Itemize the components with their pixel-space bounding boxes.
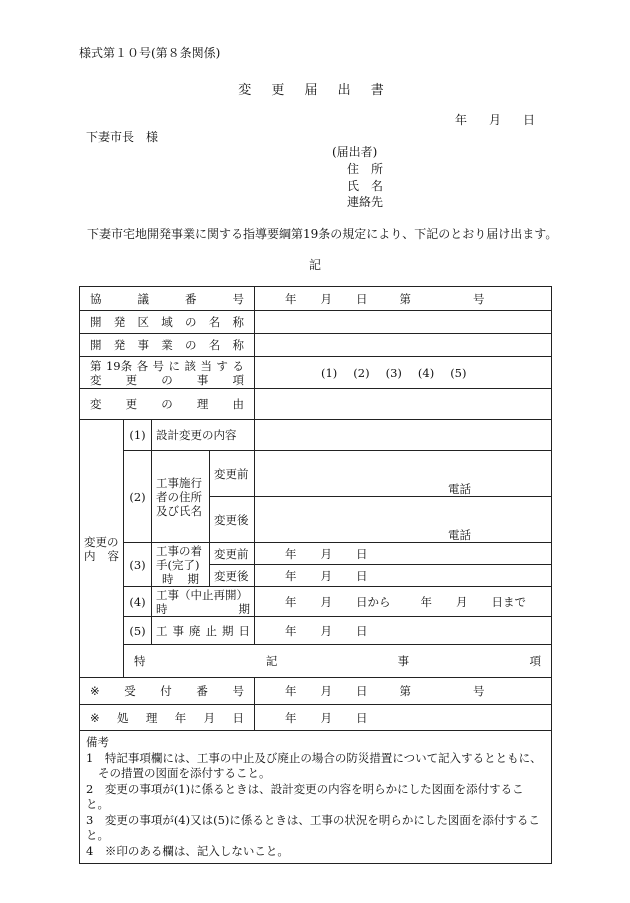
article19-options[interactable] bbox=[255, 357, 552, 389]
tel-label: 電話 bbox=[448, 528, 471, 542]
row-kyogi-number bbox=[80, 287, 552, 311]
applicant-address: 住 所 bbox=[347, 162, 384, 176]
remarks-title: 備考 bbox=[86, 735, 109, 749]
kyogi-number-field[interactable]: 年 月 日 第 号 bbox=[255, 287, 552, 311]
applicant-label: (届出者) bbox=[332, 145, 378, 159]
applicant-contact: 連絡先 bbox=[347, 195, 384, 209]
kyogi-number-label: 協 議 番 号 bbox=[80, 287, 255, 311]
article19-label: 第 19条 各 号 に 該 当 す る 変 更 の 事 項 bbox=[80, 357, 255, 389]
form-number: 様式第１０号(第８条関係) bbox=[79, 46, 221, 60]
processing-date-field[interactable]: 年 月 日 bbox=[255, 705, 552, 731]
row-content-item3-before bbox=[80, 543, 552, 565]
change-content-label: 変更の 内 容 bbox=[80, 420, 124, 678]
item2-label: 工事施行 者の住所 及び氏名 bbox=[152, 451, 210, 543]
development-project-name-label: 開 発 事 業 の 名 称 bbox=[80, 334, 255, 357]
option-1[interactable]: (1) bbox=[321, 365, 338, 380]
statement: 下妻市宅地開発事業に関する指導要綱第19条の規定により、下記のとおり届け出ます。 bbox=[87, 227, 558, 241]
ki-heading: 記 bbox=[308, 258, 321, 272]
row-special-notes bbox=[80, 645, 552, 678]
row-processing-date bbox=[80, 705, 552, 731]
remarks-item: 2 変更の事項が(1)に係るときは、設計変更の内容を明らかにした図面を添付すること。 bbox=[86, 781, 524, 811]
item5-label: 工 事 廃 止 期 日 bbox=[152, 617, 255, 645]
item4-number: (4) bbox=[124, 587, 152, 617]
row-article19-items bbox=[80, 357, 552, 389]
date-day: 日 bbox=[523, 113, 536, 127]
option-4[interactable]: (4) bbox=[417, 365, 435, 380]
row-content-item1 bbox=[80, 420, 552, 451]
change-reason-label: 変 更 の 理 由 bbox=[80, 389, 255, 420]
tel-label: 電話 bbox=[448, 482, 471, 496]
item2-before-label: 変更前 bbox=[210, 451, 255, 497]
option-2[interactable]: (2) bbox=[353, 365, 370, 380]
document-title: 変 更 届 出 書 bbox=[238, 83, 392, 98]
applicant-name: 氏 名 bbox=[347, 179, 384, 193]
item3-after-label: 変更後 bbox=[210, 565, 255, 587]
remarks-item: 3 変更の事項が(4)又は(5)に係るときは、工事の状況を明らかにした図面を添付するこ bbox=[86, 812, 540, 827]
item5-number: (5) bbox=[124, 617, 152, 645]
item3-before-label: 変更前 bbox=[210, 543, 255, 565]
row-change-reason bbox=[80, 389, 552, 420]
development-area-name-label: 開 発 区 域 の 名 称 bbox=[80, 311, 255, 334]
option-3[interactable]: (3) bbox=[385, 365, 402, 380]
special-notes-label: 特 記 事 項 bbox=[124, 645, 552, 678]
item3-after-field[interactable]: 年 月 日 bbox=[255, 565, 552, 587]
remarks-item: 4 ※印のある欄は、記入しないこと。 bbox=[86, 843, 289, 858]
receipt-number-label: ※ 受 付 番 号 bbox=[80, 678, 255, 705]
row-receipt-number bbox=[80, 678, 552, 705]
date-month: 月 bbox=[489, 113, 502, 127]
item1-label: 設計変更の内容 bbox=[152, 420, 255, 451]
item4-label: 工事（中止再開） 時 期 bbox=[152, 587, 255, 617]
item2-number: (2) bbox=[124, 451, 152, 543]
processing-date-label: ※ 処 理 年 月 日 bbox=[80, 705, 255, 731]
row-content-item5 bbox=[80, 617, 552, 645]
development-area-name-field[interactable] bbox=[255, 311, 552, 334]
option-5[interactable]: (5) bbox=[450, 365, 467, 380]
item4-field[interactable]: 年 月 日から 年 月 日まで bbox=[255, 587, 552, 617]
item2-before-field[interactable] bbox=[255, 451, 552, 497]
item5-field[interactable]: 年 月 日 bbox=[255, 617, 552, 645]
item3-number: (3) bbox=[124, 543, 152, 587]
addressee: 下妻市長 様 bbox=[86, 130, 159, 144]
remarks-item: 1 特記事項欄には、工事の中止及び廃止の場合の防災措置について記入するとともに、 bbox=[86, 750, 542, 765]
item2-after-label: 変更後 bbox=[210, 497, 255, 543]
row-content-item2-before bbox=[80, 451, 552, 497]
receipt-number-field[interactable]: 年 月 日 第 号 bbox=[255, 678, 552, 705]
row-remarks bbox=[80, 731, 552, 864]
remarks-item: その措置の図面を添付すること。 bbox=[98, 766, 271, 780]
remarks bbox=[80, 731, 552, 864]
row-content-item4 bbox=[80, 587, 552, 617]
remarks-item: と。 bbox=[86, 828, 109, 842]
form-table bbox=[79, 286, 552, 864]
item3-before-field[interactable]: 年 月 日 bbox=[255, 543, 552, 565]
development-project-name-field[interactable] bbox=[255, 334, 552, 357]
item3-label: 工事の着 手(完了) 時 期 bbox=[152, 543, 210, 587]
row-development-project-name bbox=[80, 334, 552, 357]
change-reason-field[interactable] bbox=[255, 389, 552, 420]
item2-after-field[interactable] bbox=[255, 497, 552, 543]
item1-number: (1) bbox=[124, 420, 152, 451]
row-development-area-name bbox=[80, 311, 552, 334]
item1-field[interactable] bbox=[255, 420, 552, 451]
date-year: 年 bbox=[455, 113, 468, 127]
